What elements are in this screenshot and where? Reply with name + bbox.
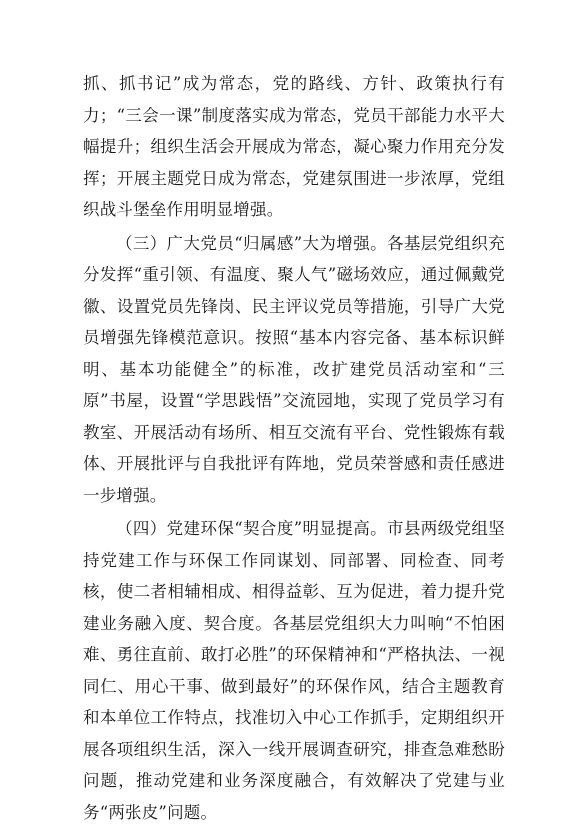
document-body	[83, 68, 505, 828]
paragraph-section-three: （三）广大党员“归属感”大为增强。各基层党组织充分发挥“重引领、有温度、聚人气”磁场效应，通过佩戴党徽、设置党员先锋岗、民主评议党员等措施，引导广大党员增强先锋模范意识。按照“基本内容完备、基本标识鲜明、基本功能健全”的标准，改扩建党员活动室和“三原”书屋，设置“学思践悟”交流园地，实现了党员学习有教室、开展活动有场所、相互交流有平台、党性锻炼有载体、开展批评与自我批评有阵地，党员荣誉感和责任感进一步增强。	[83, 233, 505, 505]
paragraph-section-four: （四）党建环保“契合度”明显提高。市县两级党组坚持党建工作与环保工作同谋划、同部署、同检查、同考核，使二者相辅相成、相得益彰、互为促进，着力提升党建业务融入度、契合度。各基层党组织大力叫响“不怕困难、勇往直前、敢打必胜”的环保精神和“严格执法、一视同仁、用心干事、做到最好”的环保作风，结合主题教育和本单位工作特点，找准切入中心工作抓手，定期组织开展各项组织生活，深入一线开展调查研究，排查急难愁盼问题，推动党建和业务深度融合，有效解决了党建与业务“两张皮”问题。	[83, 519, 505, 822]
paragraph-continuation: 抓、抓书记”成为常态，党的路线、方针、政策执行有力；“三会一课”制度落实成为常态，党员干部能力水平大幅提升；组织生活会开展成为常态，凝心聚力作用充分发挥；开展主题党日成为常态，党建氛围进一步浓厚，党组织战斗堡垒作用明显增强。	[83, 74, 505, 219]
